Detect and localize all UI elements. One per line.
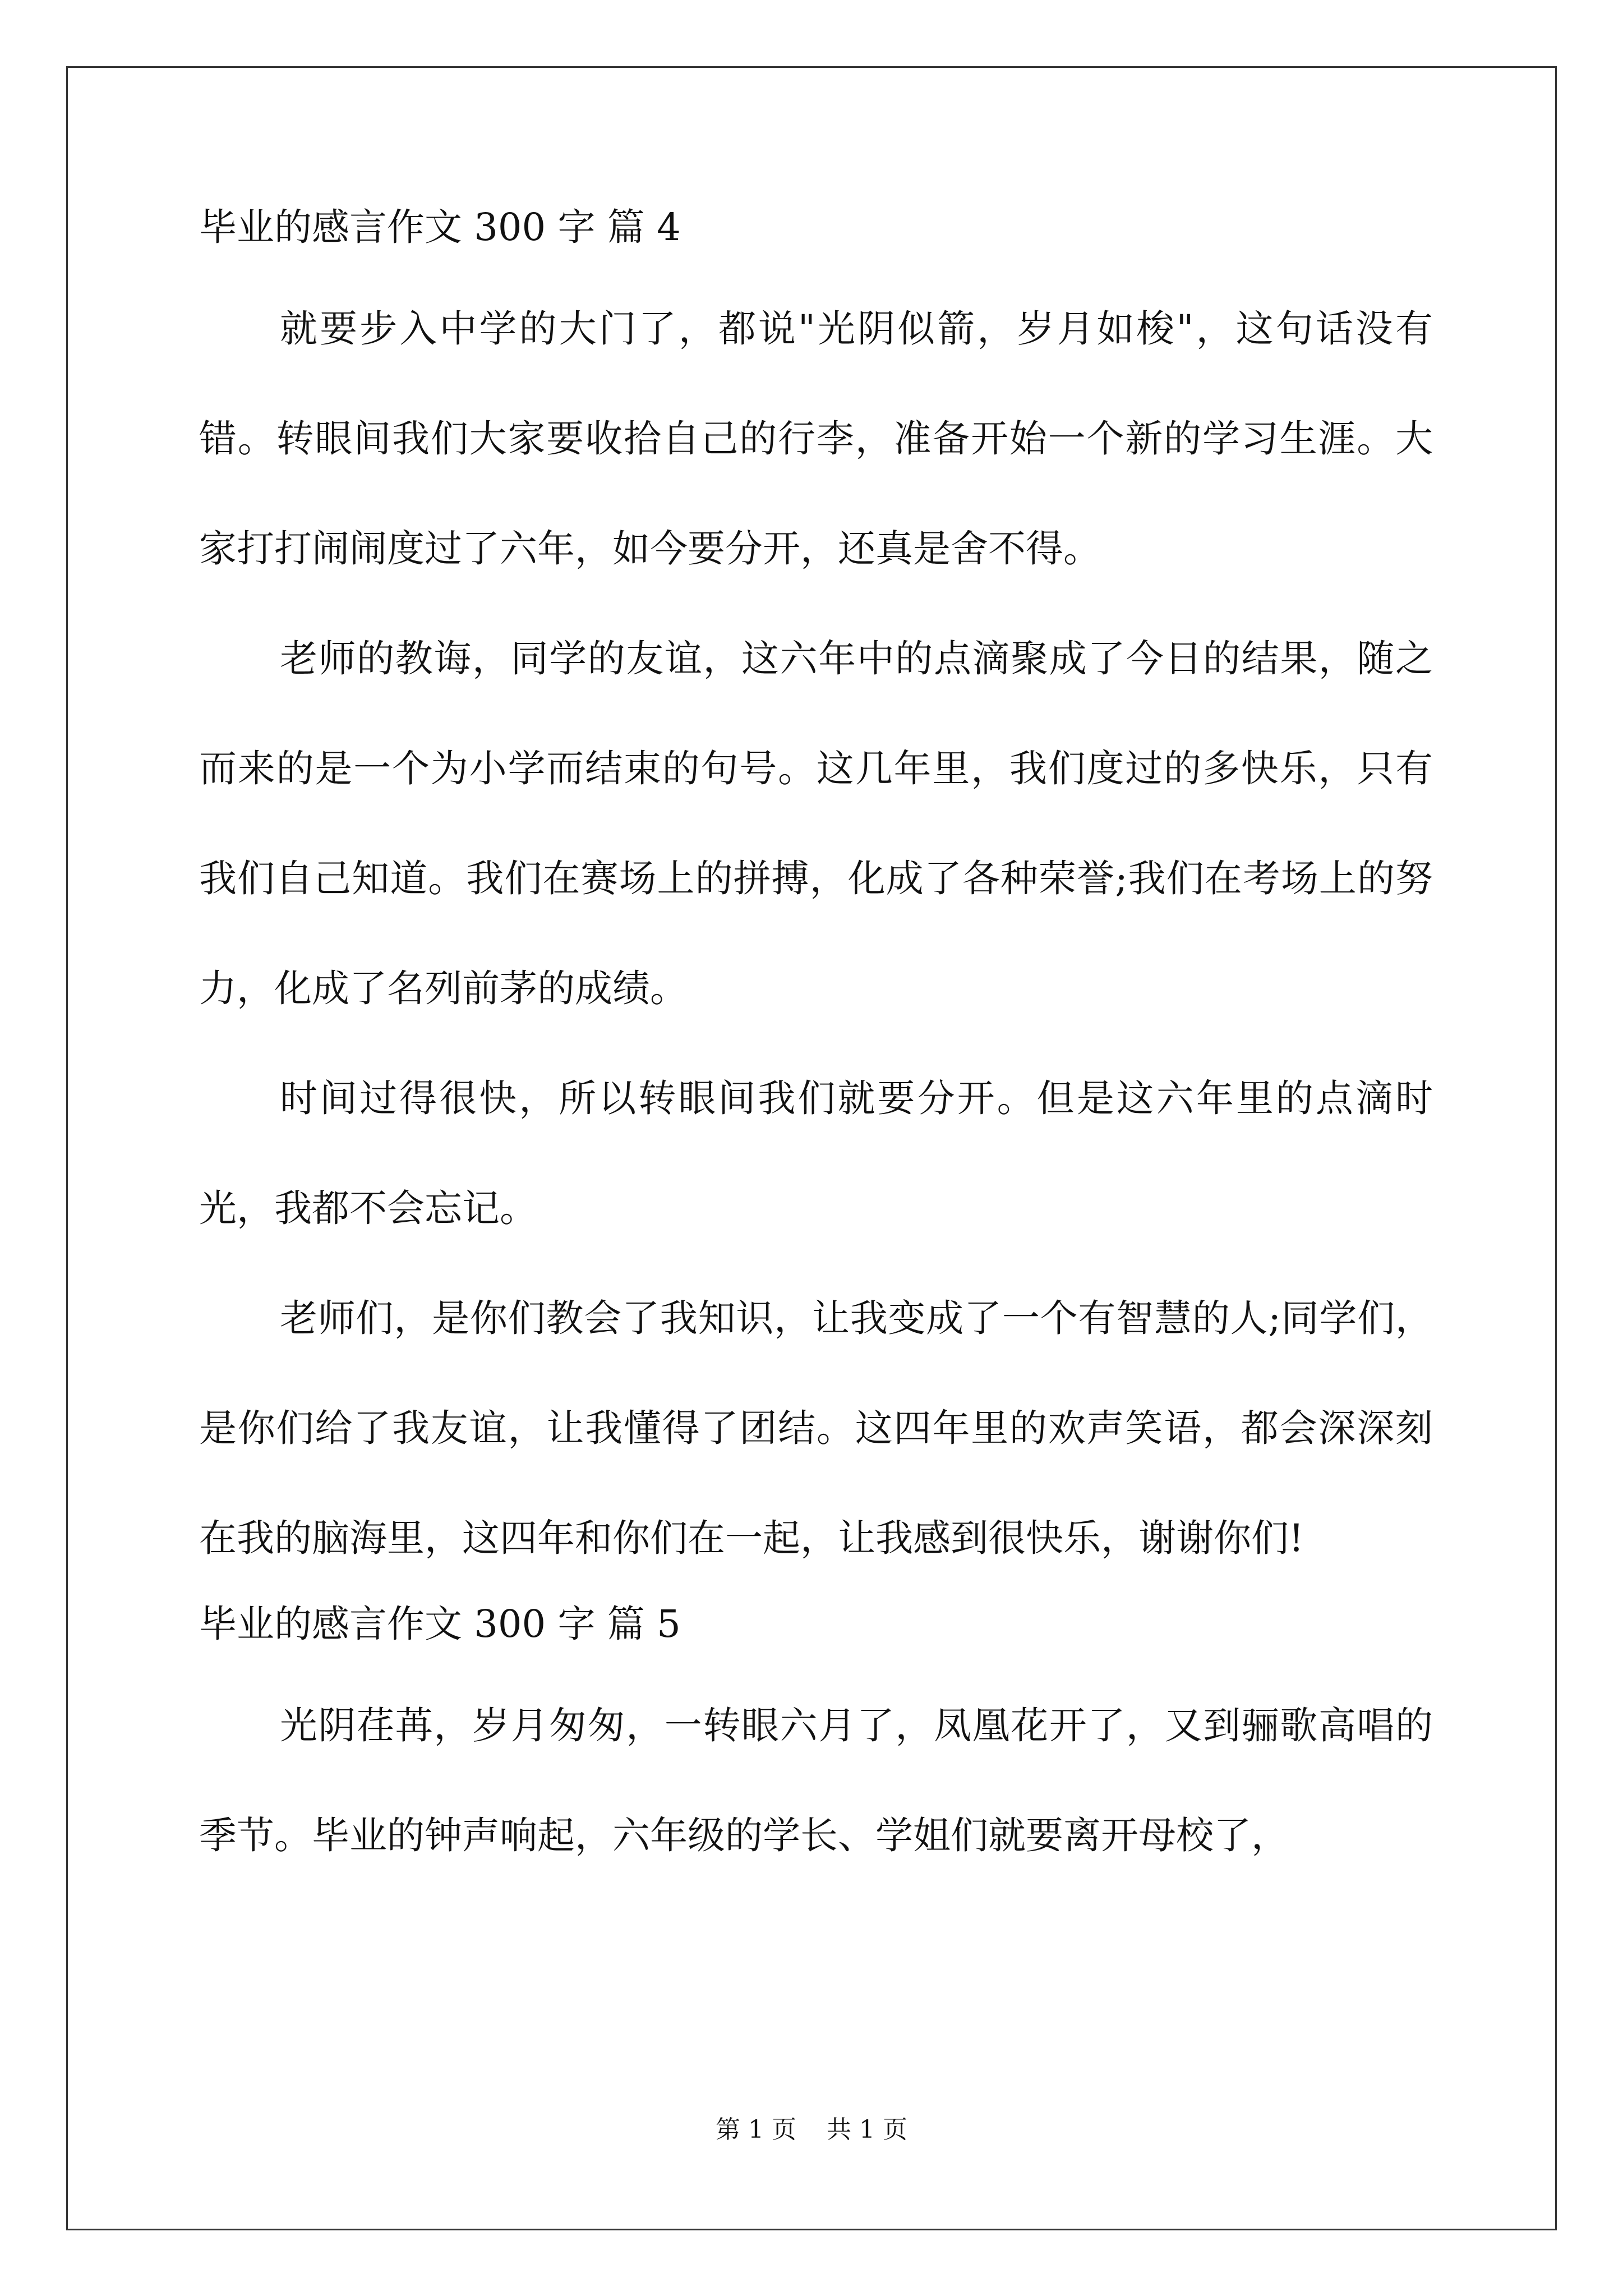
paragraph: 时间过得很快，所以转眼间我们就要分开。但是这六年里的点滴时光，我都不会忘记。 xyxy=(199,1076,1433,1230)
paragraph: 光阴荏苒，岁月匆匆，一转眼六月了，凤凰花开了，又到骊歌高唱的季节。毕业的钟声响起，六年级的学长、学姐们就要离开母校了， xyxy=(199,1704,1433,1857)
page-number-current: 第 1 页 xyxy=(716,2115,796,2144)
section-heading-4: 毕业的感言作文 300 字 篇 4 xyxy=(199,205,681,249)
paragraph: 就要步入中学的大门了，都说"光阴似箭，岁月如梭"，这句话没有错。转眼间我们大家要收拾自己的行李，准备开始一个新的学习生涯。大家打打闹闹度过了六年，如今要分开，还真是舍不得。 xyxy=(199,307,1433,570)
section-heading-5: 毕业的感言作文 300 字 篇 5 xyxy=(199,1602,681,1646)
paragraph: 老师们，是你们教会了我知识，让我变成了一个有智慧的人;同学们，是你们给了我友谊，让我懂得了团结。这四年里的欢声笑语，都会深深刻在我的脑海里，这四年和你们在一起，让我感到很快乐，谢谢你们! xyxy=(199,1296,1433,1560)
page-footer xyxy=(0,2109,1623,2145)
document-body xyxy=(199,196,1433,1890)
page-number-total: 共 1 页 xyxy=(827,2115,907,2144)
paragraph: 老师的教诲，同学的友谊，这六年中的点滴聚成了今日的结果，随之而来的是一个为小学而结束的句号。这几年里，我们度过的多快乐，只有我们自己知道。我们在赛场上的拼搏，化成了各种荣誉;我们在考场上的努力，化成了名列前茅的成绩。 xyxy=(199,637,1433,1010)
